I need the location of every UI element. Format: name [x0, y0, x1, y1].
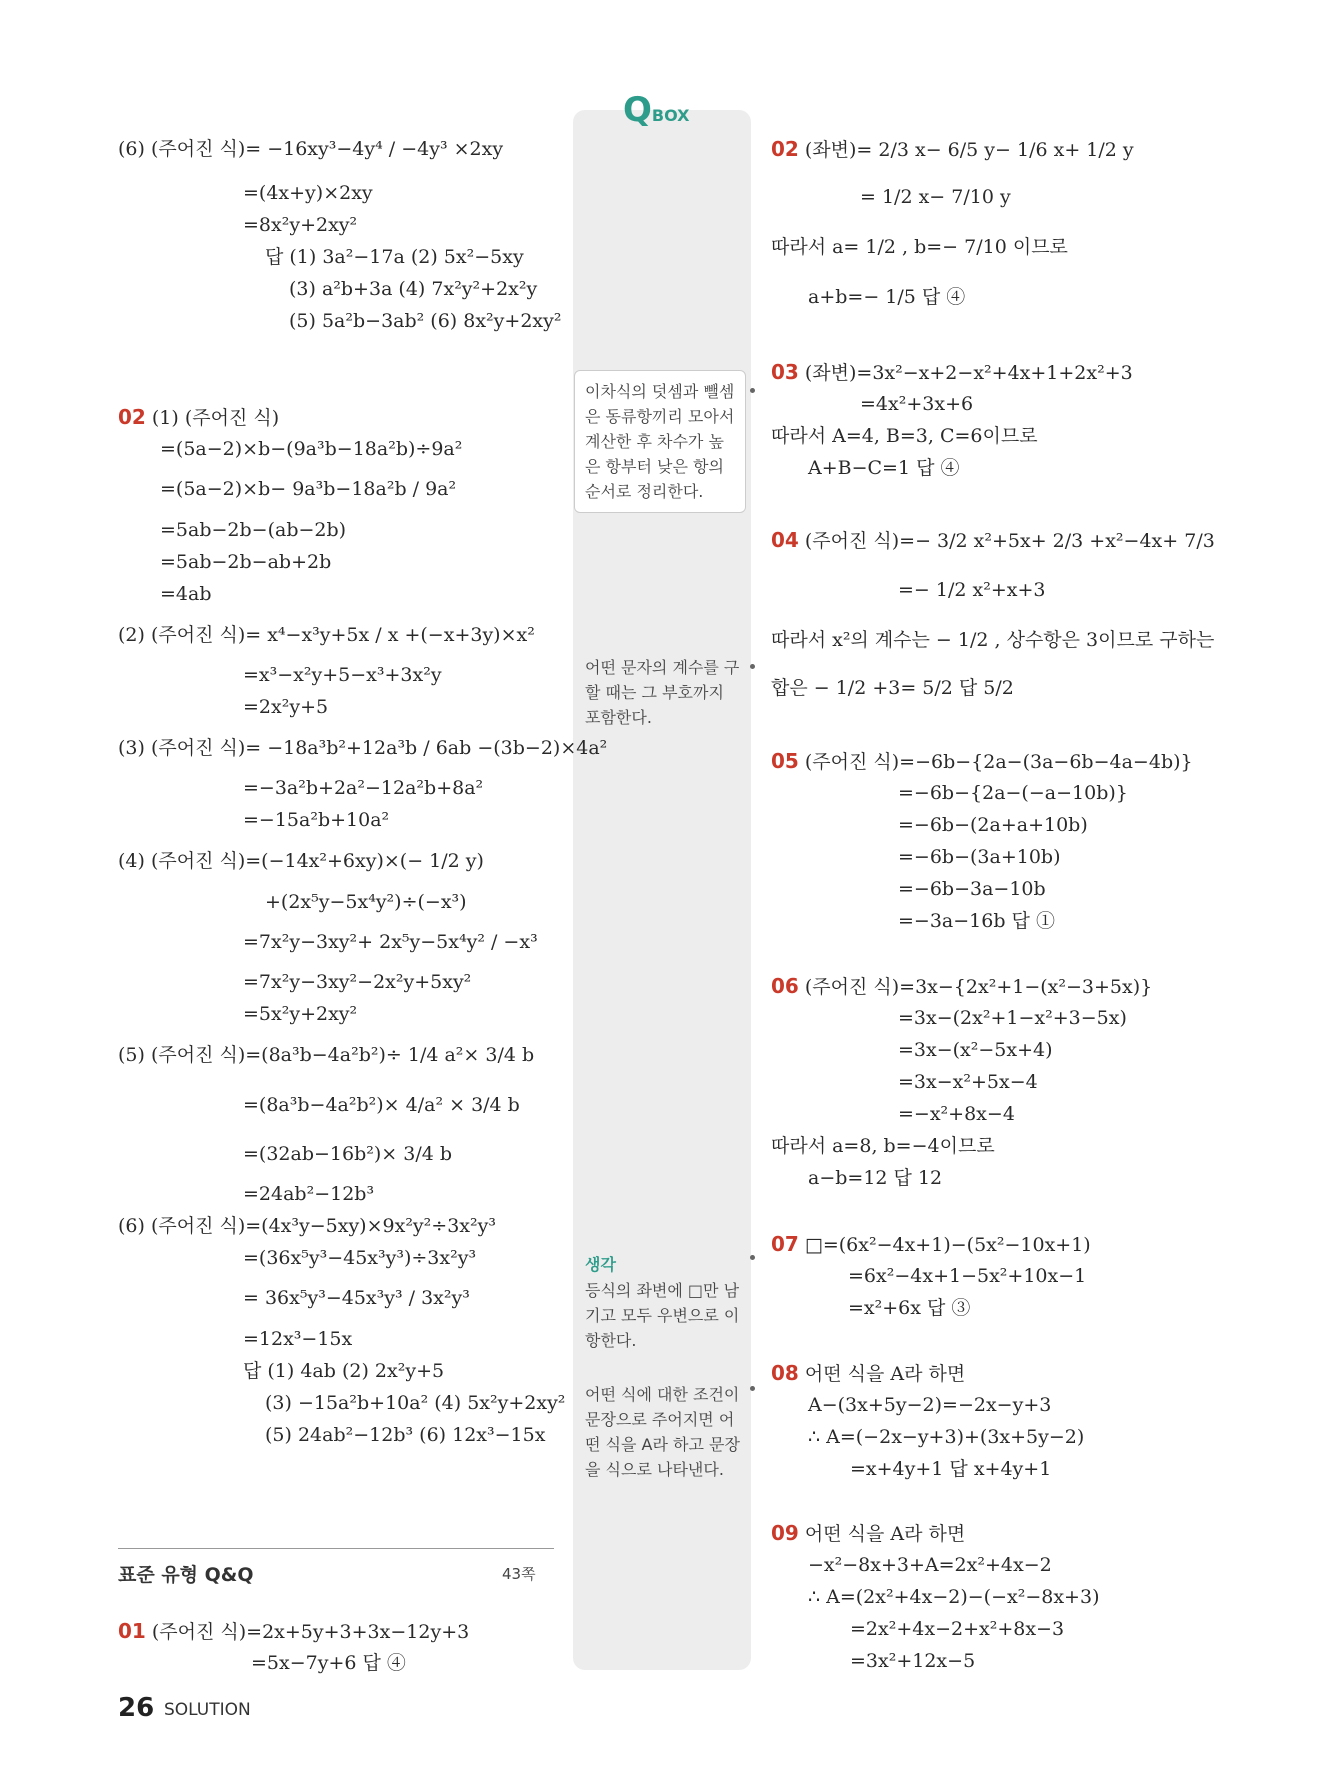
solution-line: =7x²y−3xy²+ 2x⁵y−5x⁴y² / −x³ — [243, 931, 538, 953]
solution-line: (6) (주어진 식)= −16xy³−4y⁴ / −4y³ ×2xy — [118, 138, 504, 160]
problem-number: 09 — [771, 1521, 799, 1545]
solution-line: = 1/2 x− 7/10 y — [860, 186, 1011, 208]
solution-line: =5x−7y+6 답 ④ — [251, 1652, 406, 1674]
solution-line: =−3a²b+2a²−12a²b+8a² — [243, 777, 484, 799]
solution-line: =x³−x²y+5−x³+3x²y — [243, 664, 442, 686]
note-pointer — [750, 1386, 755, 1391]
problem-number: 07 — [771, 1232, 799, 1256]
solution-line: 따라서 a= 1/2 , b=− 7/10 이므로 — [771, 236, 1068, 258]
solution-line: 따라서 A=4, B=3, C=6이므로 — [771, 425, 1038, 447]
problem-number: 04 — [771, 528, 799, 552]
note-pointer — [750, 1255, 755, 1260]
page-number: 26 — [118, 1693, 155, 1723]
note-3: 등식의 좌변에 □만 남기고 모두 우변으로 이항한다. — [585, 1281, 740, 1350]
solution-line: = 36x⁵y³−45x³y³ / 3x²y³ — [243, 1287, 470, 1309]
solution-line: +(2x⁵y−5x⁴y²)÷(−x³) — [265, 891, 467, 913]
solution-line: 답 (1) 4ab (2) 2x²y+5 — [243, 1360, 445, 1382]
section-title: 표준 유형 Q&Q — [118, 1564, 254, 1586]
solution-line: =2x²y+5 — [243, 696, 329, 718]
solution-line: =3x−x²+5x−4 — [898, 1071, 1038, 1093]
solution-line: (3) a²b+3a (4) 7x²y²+2x²y — [289, 278, 538, 300]
solution-line: =4ab — [160, 583, 212, 605]
solution-line: =24ab²−12b³ — [243, 1183, 375, 1205]
solution-line: =3x−(x²−5x+4) — [898, 1039, 1053, 1061]
solution-line: =−15a²b+10a² — [243, 809, 390, 831]
solution-line: =−3a−16b 답 ① — [898, 910, 1055, 932]
solution-line: 07 □=(6x²−4x+1)−(5x²−10x+1) — [771, 1232, 1091, 1256]
solution-line: =4x²+3x+6 — [860, 393, 974, 415]
problem-number: 02 — [118, 405, 146, 429]
solution-line: =7x²y−3xy²−2x²y+5xy² — [243, 971, 472, 993]
problem-number: 06 — [771, 974, 799, 998]
solution-line: ∴ A=(2x²+4x−2)−(−x²−8x+3) — [808, 1586, 1100, 1608]
solution-line: =(4x+y)×2xy — [243, 182, 373, 204]
solution-line: 03 (좌변)=3x²−x+2−x²+4x+1+2x²+3 — [771, 360, 1133, 384]
solution-line: 따라서 a=8, b=−4이므로 — [771, 1135, 995, 1157]
solution-line: (5) 5a²b−3ab² (6) 8x²y+2xy² — [289, 310, 562, 332]
problem-number: 05 — [771, 749, 799, 773]
solution-line: (4) (주어진 식)=(−14x²+6xy)×(− 1/2 y) — [118, 850, 484, 872]
solution-line: 04 (주어진 식)=− 3/2 x²+5x+ 2/3 +x²−4x+ 7/3 — [771, 528, 1215, 552]
note-3-title: 생각 — [585, 1255, 616, 1274]
note-2: 어떤 문자의 계수를 구할 때는 그 부호까지 포함한다. — [585, 658, 740, 727]
solution-line: =(5a−2)×b−(9a³b−18a²b)÷9a² — [160, 438, 463, 460]
solution-line: =5x²y+2xy² — [243, 1003, 358, 1025]
problem-number: 02 — [771, 137, 799, 161]
solution-line: =−6b−(3a+10b) — [898, 846, 1061, 868]
footer-label: SOLUTION — [164, 1700, 251, 1720]
solution-line: 06 (주어진 식)=3x−{2x²+1−(x²−3+5x)} — [771, 974, 1153, 998]
solution-line: =x²+6x 답 ③ — [848, 1297, 971, 1319]
solution-line: =3x²+12x−5 — [850, 1650, 976, 1672]
solution-line: a+b=− 1/5 답 ④ — [808, 286, 966, 308]
note-pointer — [750, 664, 755, 669]
solution-line: 01 (주어진 식)=2x+5y+3+3x−12y+3 — [118, 1619, 470, 1643]
solution-line: ∴ A=(−2x−y+3)+(3x+5y−2) — [808, 1426, 1085, 1448]
solution-line: =−6b−3a−10b — [898, 878, 1046, 900]
solution-line: =8x²y+2xy² — [243, 214, 358, 236]
solution-line: =2x²+4x−2+x²+8x−3 — [850, 1618, 1065, 1640]
solution-line: 08 어떤 식을 A라 하면 — [771, 1361, 966, 1385]
section-page-ref: 43쪽 — [502, 1565, 536, 1583]
note-4: 어떤 식에 대한 조건이 문장으로 주어지면 어떤 식을 A라 하고 문장을 식으로 나타낸다. — [585, 1385, 740, 1479]
solution-line: =5ab−2b−ab+2b — [160, 551, 332, 573]
solution-line: 09 어떤 식을 A라 하면 — [771, 1521, 966, 1545]
solution-line: A+B−C=1 답 ④ — [808, 457, 960, 479]
problem-number: 03 — [771, 360, 799, 384]
solution-line: =−6b−{2a−(−a−10b)} — [898, 782, 1128, 804]
solution-line: 05 (주어진 식)=−6b−{2a−(3a−6b−4a−4b)} — [771, 749, 1193, 773]
solution-line: 02 (1) (주어진 식) — [118, 405, 280, 429]
solution-line: =(8a³b−4a²b²)× 4/a² × 3/4 b — [243, 1094, 520, 1116]
qbox-logo: QBOX — [623, 90, 690, 130]
solution-line: A−(3x+5y−2)=−2x−y+3 — [808, 1394, 1052, 1416]
solution-line: (5) 24ab²−12b³ (6) 12x³−15x — [265, 1424, 546, 1446]
solution-line: =x+4y+1 답 x+4y+1 — [850, 1458, 1052, 1480]
solution-line: =(32ab−16b²)× 3/4 b — [243, 1143, 453, 1165]
solution-line: =6x²−4x+1−5x²+10x−1 — [848, 1265, 1087, 1287]
solution-line: 02 (좌변)= 2/3 x− 6/5 y− 1/6 x+ 1/2 y — [771, 137, 1134, 161]
solution-line: a−b=12 답 12 — [808, 1167, 943, 1189]
solution-line: −x²−8x+3+A=2x²+4x−2 — [808, 1554, 1052, 1576]
solution-line: 따라서 x²의 계수는 − 1/2 , 상수항은 3이므로 구하는 — [771, 629, 1215, 651]
solution-line: (6) (주어진 식)=(4x³y−5xy)×9x²y²÷3x²y³ — [118, 1215, 496, 1237]
solution-line: =− 1/2 x²+x+3 — [898, 579, 1046, 601]
solution-line: (2) (주어진 식)= x⁴−x³y+5x / x +(−x+3y)×x² — [118, 624, 535, 646]
solution-line: =(36x⁵y³−45x³y³)÷3x²y³ — [243, 1247, 477, 1269]
solution-line: =5ab−2b−(ab−2b) — [160, 519, 347, 541]
solution-line: =−6b−(2a+a+10b) — [898, 814, 1088, 836]
problem-number: 01 — [118, 1619, 146, 1643]
solution-line: (3) −15a²b+10a² (4) 5x²y+2xy² — [265, 1392, 566, 1414]
section-divider — [118, 1548, 554, 1549]
solution-line: =(5a−2)×b− 9a³b−18a²b / 9a² — [160, 478, 457, 500]
problem-number: 08 — [771, 1361, 799, 1385]
solution-line: (3) (주어진 식)= −18a³b²+12a³b / 6ab −(3b−2)×4a² — [118, 737, 608, 759]
solution-line: 합은 − 1/2 +3= 5/2 답 5/2 — [771, 677, 1014, 699]
solution-line: =3x−(2x²+1−x²+3−5x) — [898, 1007, 1127, 1029]
note-1: 이차식의 덧셈과 뺄셈은 동류항끼리 모아서 계산한 후 차수가 높은 항부터 낮은 항의 순서로 정리한다. — [574, 370, 746, 513]
solution-line: (5) (주어진 식)=(8a³b−4a²b²)÷ 1/4 a²× 3/4 b — [118, 1044, 535, 1066]
solution-line: =12x³−15x — [243, 1328, 353, 1350]
solution-line: 답 (1) 3a²−17a (2) 5x²−5xy — [265, 246, 524, 268]
note-pointer — [750, 388, 755, 393]
solution-line: =−x²+8x−4 — [898, 1103, 1015, 1125]
